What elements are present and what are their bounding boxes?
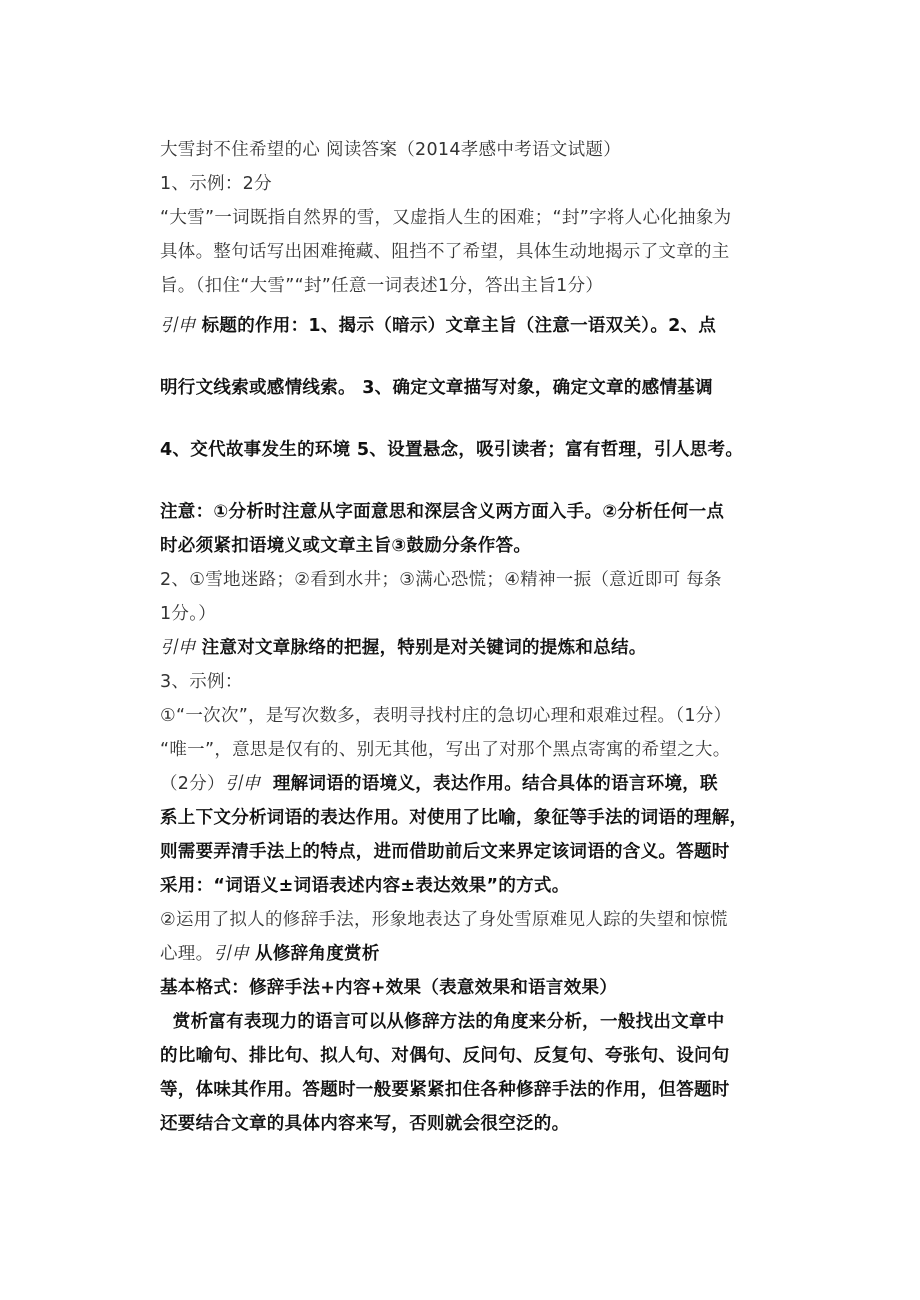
paragraph-line: 等，体味其作用。答题时一般要紧紧扣住各种修辞手法的作用，但答题时 (160, 1080, 730, 1100)
paragraph-line: 赏析富有表现力的语言可以从修辞方法的角度来分析，一般找出文章中 (160, 1012, 725, 1032)
answer-2-line: 2、①雪地迷路；②看到水井；③满心恐慌；④精神一振（意近即可 每条 (160, 570, 722, 590)
extension-mark: 引申 (224, 774, 261, 794)
extension-line: 4、交代故事发生的环境 5、设置悬念，吸引读者；富有哲理，引人思考。 (160, 440, 744, 460)
answer-1-line: 旨。（扣住“大雪”“封”任意一词表述1分，答出主旨1分） (160, 276, 604, 296)
answer-3-line: ①“一次次”，是写次数多，表明寻找村庄的急切心理和艰难过程。（1分） (160, 706, 732, 726)
extension-mark: 引申 (213, 944, 250, 964)
answer-1-line: “大雪”一词既指自然界的雪，又虚指人生的困难；“封”字将人心化抽象为 (160, 208, 732, 228)
document-body (160, 133, 765, 1141)
answer-1-heading: 1、示例：2分 (160, 174, 272, 194)
extension-line: 则需要弄清手法上的特点，进而借助前后文来界定该词语的含义。答题时 (160, 842, 730, 862)
paragraph-line: 还要结合文章的具体内容来写，否则就会很空泛的。 (160, 1114, 570, 1134)
document-title: 大雪封不住希望的心 阅读答案（2014孝感中考语文试题） (160, 140, 621, 160)
answer-3-line-end: 心理。 (160, 944, 214, 964)
extension-mark: 引申 (160, 316, 196, 336)
extension-text: 标题的作用：1、揭示（暗示）文章主旨（注意一语双关）。2、点 (201, 316, 717, 336)
paragraph-line: 的比喻句、排比句、拟人句、对偶句、反问句、反复句、夸张句、设问句 (160, 1046, 730, 1066)
extension-line: 明行文线索或感情线索。 3、确定文章描写对象，确定文章的感情基调 (160, 378, 713, 398)
note-line: 注意：①分析时注意从字面意思和深层含义两方面入手。②分析任何一点 (160, 502, 725, 522)
score-note: （2分） (160, 774, 225, 794)
extension-note-words (160, 767, 765, 801)
extension-line: 系上下文分析词语的表达作用。对使用了比喻，象征等手法的词语的理解， (160, 808, 748, 828)
extension-line: 采用：“词语义±词语表述内容±表达效果”的方式。 (160, 876, 570, 896)
answer-3-line: ②运用了拟人的修辞手法，形象地表达了身处雪原难见人踪的失望和惊慌 (160, 910, 728, 930)
format-line: 基本格式：修辞手法+内容+效果（表意效果和语言效果） (160, 978, 618, 998)
note-line: 时必须紧扣语境义或文章主旨③鼓励分条作答。 (160, 536, 532, 556)
extension-note-rhetoric (160, 937, 765, 971)
extension-note-structure (160, 631, 765, 665)
answer-1-line: 具体。整句话写出困难掩藏、阻挡不了希望，具体生动地揭示了文章的主 (160, 242, 730, 262)
answer-3-line: “唯一”，意思是仅有的、别无其他，写出了对那个黑点寄寓的希望之大。 (160, 740, 731, 760)
extension-text: 理解词语的语境义，表达作用。结合具体的语言环境，联 (266, 774, 718, 794)
extension-note-title (160, 309, 765, 343)
extension-mark: 引申 (160, 638, 196, 658)
answer-2-line: 1分。） (160, 604, 217, 624)
extension-text: 从修辞角度赏析 (255, 944, 380, 964)
extension-text: 注意对文章脉络的把握，特别是对关键词的提炼和总结。 (201, 638, 647, 658)
answer-3-heading: 3、示例： (160, 672, 243, 692)
